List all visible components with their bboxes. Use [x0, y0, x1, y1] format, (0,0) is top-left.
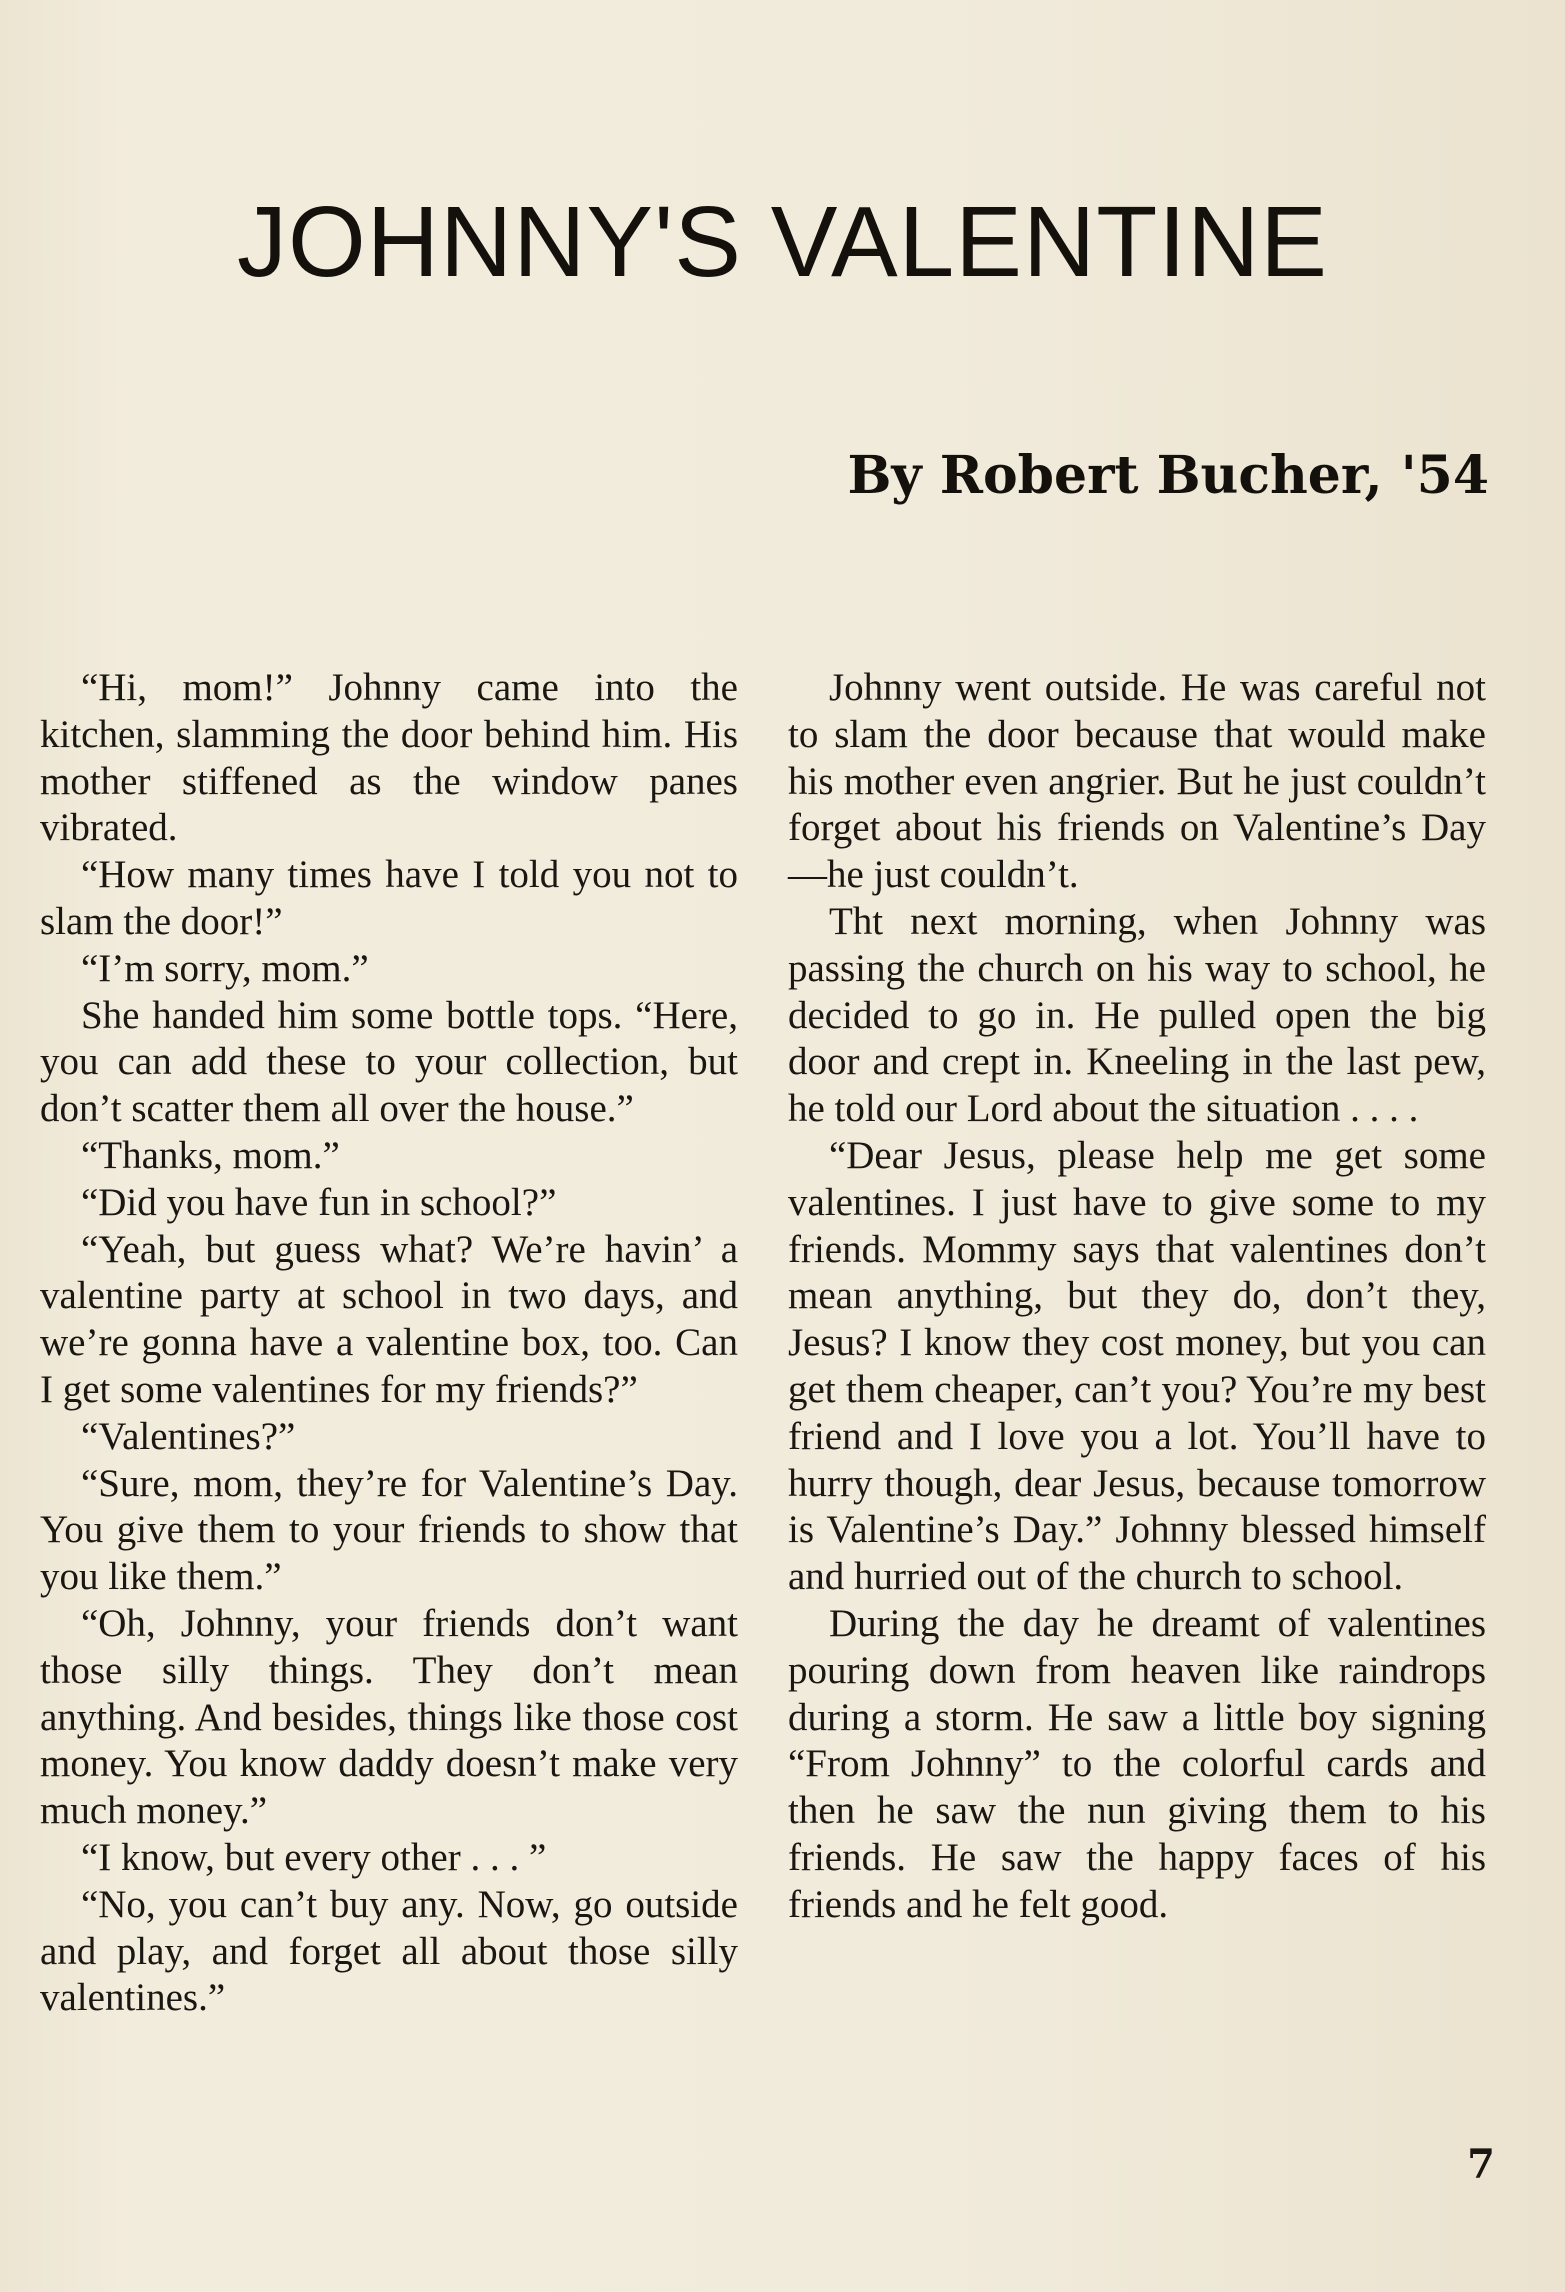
article-byline: By Robert Bucher, '54 [847, 445, 1489, 506]
paragraph: “Did you have fun in school?” [80, 1180, 557, 1224]
paragraph: “How many times have I told you not to slam the door!” [40, 853, 738, 943]
paragraph: Tht next morning, when Johnny was passing the church on his way to school, he decided to go in. He pulled open the big door and crept in. Kneeling in the last pew, he told our Lord about the situation . . . . [788, 899, 1486, 1131]
paragraph: “No, you can’t buy any. Now, go outside and play, and forget all about those silly valentines.” [40, 1882, 738, 2020]
paragraph: “I’m sorry, mom.” [80, 946, 369, 990]
article-title: JOHNNY'S VALENTINE [237, 186, 1328, 298]
paragraph: Johnny went outside. He was careful not to slam the door because that would make his mother even angrier. But he just couldn’t forget about his friends on Valentine’s Day—he just couldn’t. [788, 666, 1486, 897]
right-column [788, 665, 1486, 1929]
left-column [40, 665, 738, 2022]
paragraph: “Oh, Johnny, your friends don’t want those silly things. They don’t mean anything. And besides, things like those cost money. You know daddy doesn’t make very much money.” [40, 1601, 738, 1833]
paragraph: “Dear Jesus, please help me get some valentines. I just have to give some to my friends. Mommy says that valentines don’t mean anything, but they do, don’t they, Jesus? I know they cost money, but you can get them cheaper, can’t you? You’re my best friend and I love you a lot. You’ll have to hurry though, dear Jesus, because tomorrow is Valentine’s Day.” Johnny blessed himself and hurried out of the church to school. [788, 1133, 1486, 1599]
paragraph: “I know, but every other . . . ” [80, 1835, 547, 1879]
paragraph: She handed him some bottle tops. “Here, you can add these to your collection, but don’t scatter them all over the house.” [40, 993, 738, 1131]
paragraph: “Valentines?” [80, 1414, 296, 1458]
paragraph: “Yeah, but guess what? We’re havin’ a valentine party at school in two days, and we’re gonna have a valentine box, too. Can I get some valentines for my friends?” [40, 1227, 738, 1411]
paragraph: “Hi, mom!” Johnny came into the kitchen, slamming the door behind him. His mother stiffened as the window panes vibrated. [40, 666, 738, 850]
paragraph: During the day he dreamt of valentines pouring down from heaven like raindrops during a storm. He saw a little boy signing “From Johnny” to the colorful cards and then he saw the nun giving them to his friends. He saw the happy faces of his friends and he felt good. [788, 1601, 1486, 1926]
page-number: 7 [1467, 2141, 1495, 2188]
paragraph: “Thanks, mom.” [80, 1133, 340, 1177]
paragraph: “Sure, mom, they’re for Valentine’s Day. You give them to your friends to show that you like them.” [40, 1461, 738, 1599]
